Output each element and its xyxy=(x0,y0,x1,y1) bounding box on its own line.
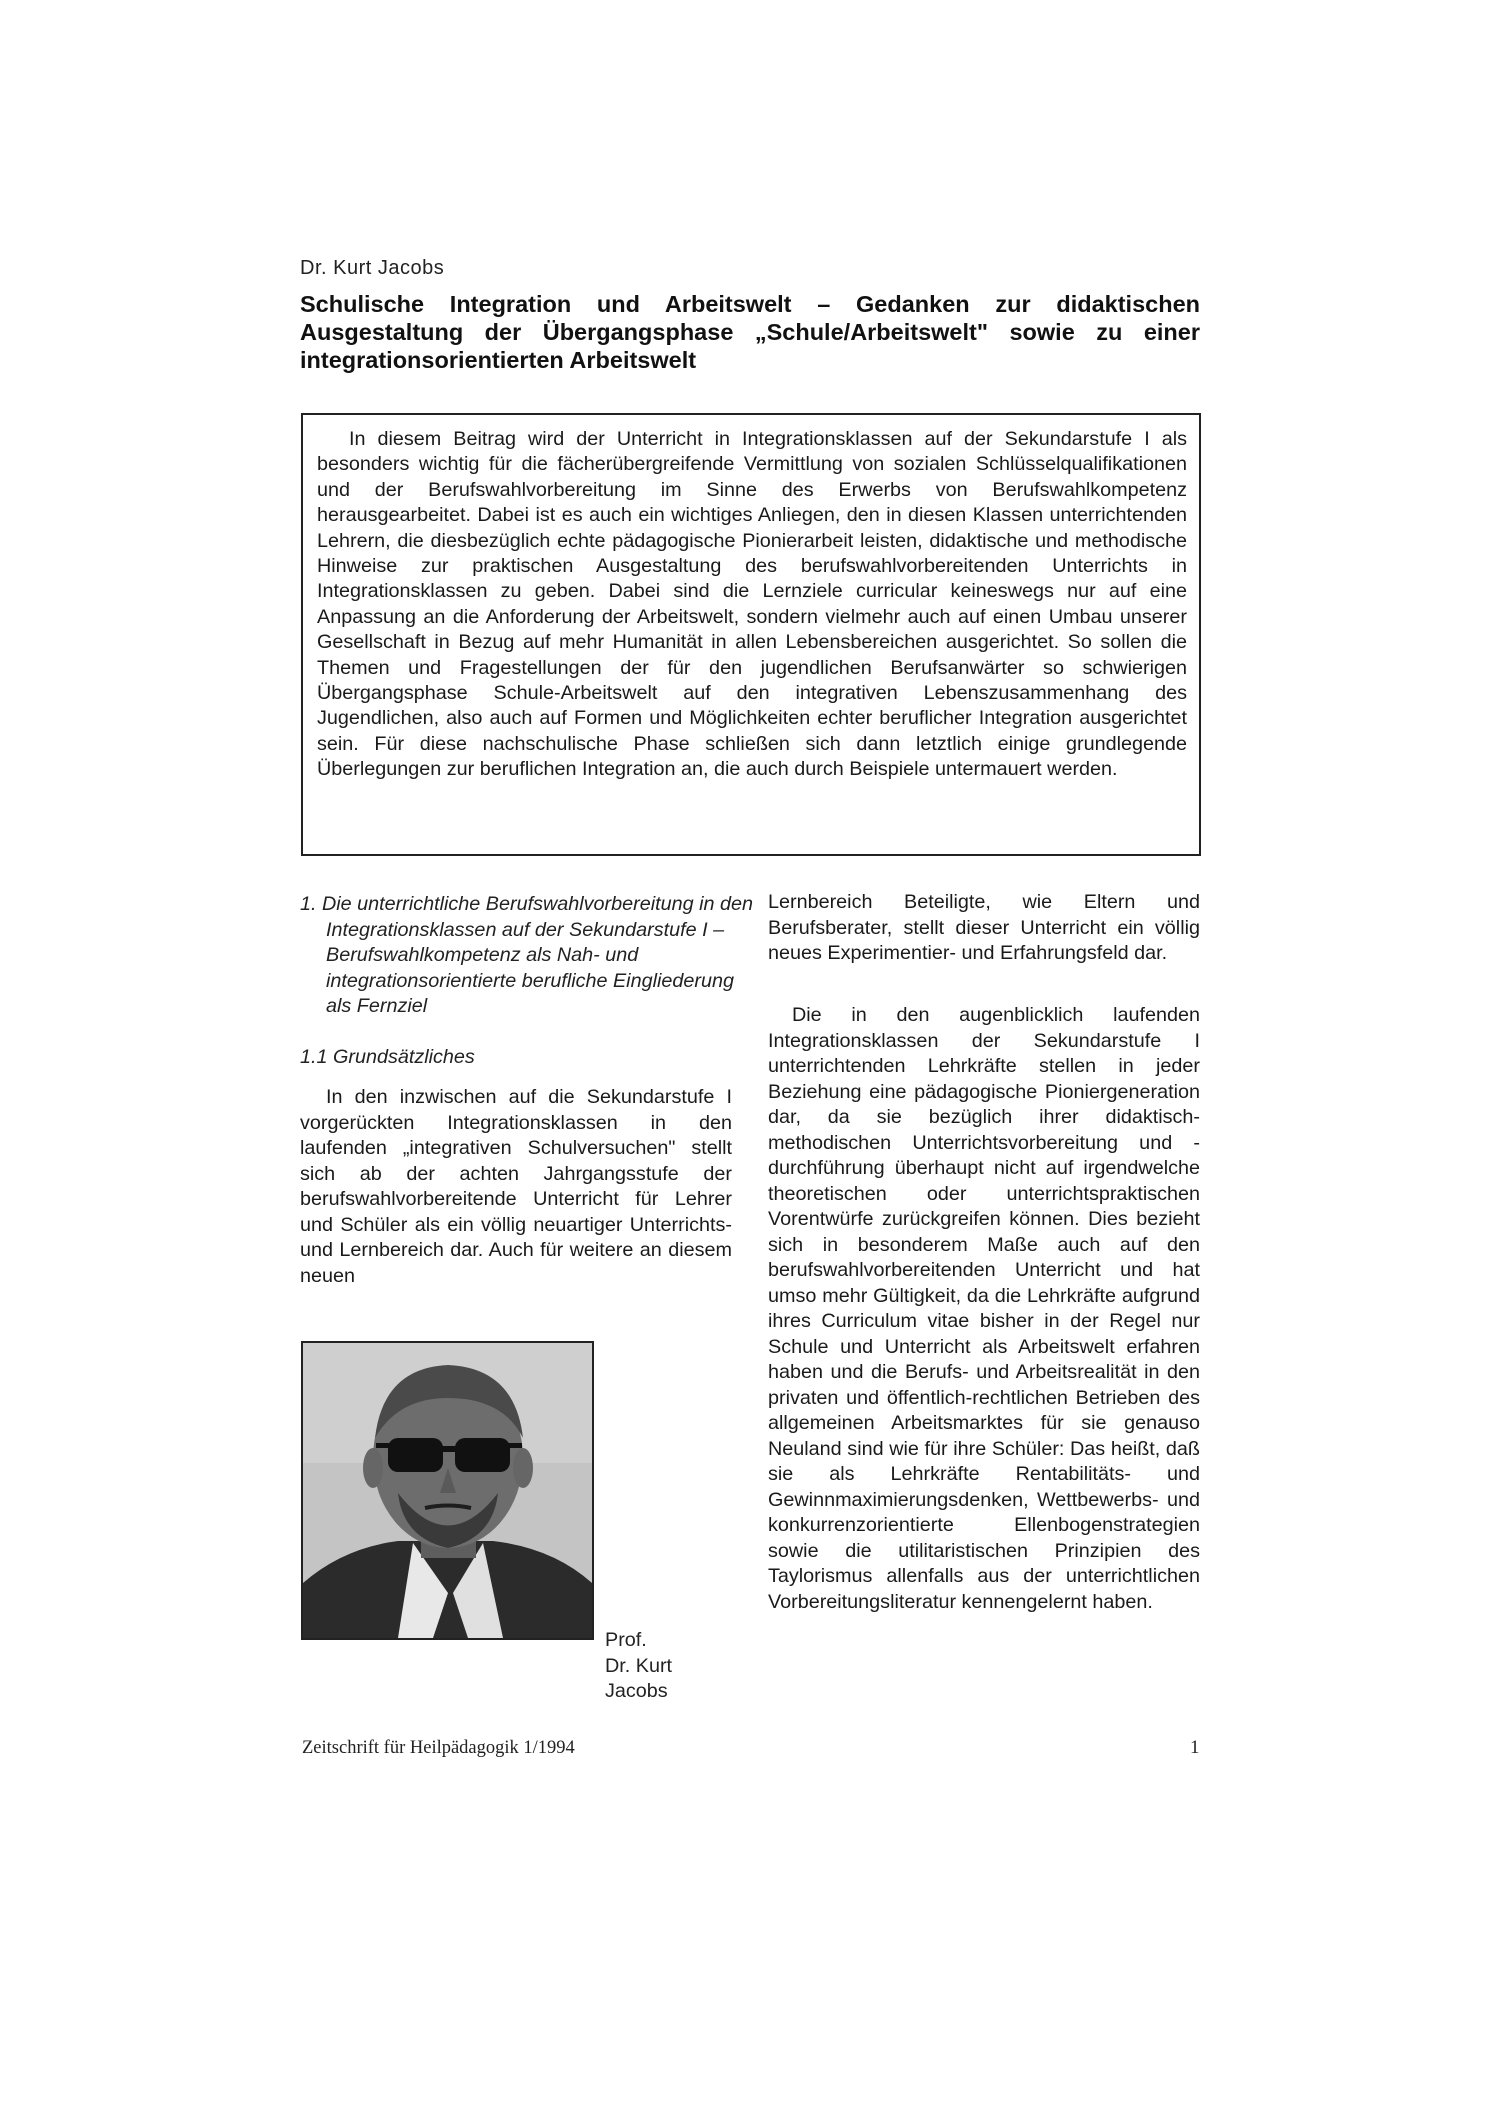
abstract-box xyxy=(301,413,1201,856)
body-paragraph-right-1: Lernbereich Beteiligte, wie Eltern und Berufsberater, stellt dieser Unterricht ein völlig neues Experimentier- und Erfahrungsfeld dar. xyxy=(768,891,1200,964)
body-paragraph-right-2: Die in den augenblicklich laufenden Integrationsklassen der Sekundarstufe I unterrichtenden Lehrkräfte stellen in jeder Beziehung eine pädagogische Pioniergeneration dar, da sie bezüglich ihrer didaktisch-methodischen Unterrichtsvorbereitung und -durchführung überhaupt nicht auf irgendwelche theoretischen oder unterrichtspraktischen Vorentwürfe zurückgreifen können. Dies bezieht sich in besonderem Maße auch auf den berufswahlvorbereitenden Unterricht und hat umso mehr Gültigkeit, da die Lehrkräfte aufgrund ihres Curriculum vitae bisher in der Regel nur Schule und Unterricht als Arbeitswelt erfahren haben und die Berufs- und Arbeitsrealität in den privaten und öffentlich-rechtlichen Betrieben des allgemeinen Arbeitsmarktes für sie genauso Neuland sind wie für ihre Schüler: Das heißt, daß sie als Lehrkräfte Rentabilitäts- und Gewinnmaximierungsdenken, Wettbewerbs- und konkurrenzorientierte Ellenbogenstrategien sowie die utilitaristischen Prinzipien des Taylorismus allenfalls aus der unterrichtlichen Vorbereitungsliteratur kennengelernt haben. xyxy=(768,1004,1200,1613)
author-photo xyxy=(301,1341,594,1640)
caption-line-3: Jacobs xyxy=(605,1680,668,1702)
journal-footer: Zeitschrift für Heilpädagogik 1/1994 xyxy=(302,1738,575,1758)
author-portrait-image xyxy=(303,1343,592,1638)
author-name: Dr. Kurt Jacobs xyxy=(300,257,445,279)
caption-line-1: Prof. xyxy=(605,1629,647,1651)
section-heading: 1. Die unterrichtliche Berufswahlvorbereitung in den Integrationsklassen auf der Sekundarstufe I – Berufswahlkompetenz als Nah- und integrationsorientierte berufliche Eingliederung als Fernziel xyxy=(300,893,754,1017)
abstract-text: In diesem Beitrag wird der Unterricht in Integrationsklassen auf der Sekundarstufe I als besonders wichtig für die fächerübergreifende Vermittlung von sozialen Schlüsselqualifikationen und der Berufswahlvorbereitung im Sinne des Erwerbs von Berufswahlkompetenz herausgearbeitet. Dabei ist es auch ein wichtiges Anliegen, den in diesen Klassen unterrichtenden Lehrern, die diesbezüglich echte pädagogische Pionierarbeit leisten, didaktische und methodische Hinweise zur praktischen Ausgestaltung des berufswahlvorbereitenden Unterrichts in Integrationsklassen zu geben. Dabei sind die Lernziele curricular keineswegs nur auf eine Anpassung an die Anforderung der Arbeitswelt, sondern vielmehr auch auf einen Umbau unserer Gesellschaft in Bezug auf mehr Humanität in allen Lebensbereichen ausgerichtet. So sollen die Themen und Fragestellungen der für den jugendlichen Berufsanwärter so schwierigen Übergangsphase Schule-Arbeitswelt auf den integrativen Lebenszusammenhang des Jugendlichen, also auch auf Formen und Möglichkeiten echter beruflicher Integration ausgerichtet sein. Für diese nachschulische Phase schließen sich dann letztlich einige grundlegende Überlegungen zur beruflichen Integration an, die auch durch Beispiele untermauert werden. xyxy=(317,428,1187,781)
subsection-heading: 1.1 Grundsätzliches xyxy=(300,1046,475,1068)
caption-line-2: Dr. Kurt xyxy=(605,1654,673,1677)
photo-caption xyxy=(605,1628,672,1705)
article-title: Schulische Integration und Arbeitswelt – Gedanken zur didaktischen Ausgestaltung der Übergangsphase „Schule/Arbeitswelt" sowie zu einer integrationsorientierten Arbeitswelt xyxy=(300,291,1200,373)
body-paragraph-left: In den inzwischen auf die Sekundarstufe I vorgerückten Integrationsklassen in den laufenden „integrativen Schulversuchen" stellt sich ab der achten Jahrgangsstufe der berufswahlvorbereitende Unterricht für Lehrer und Schüler als ein völlig neuartiger Unterrichts- und Lernbereich dar. Auch für weitere an diesem neuen xyxy=(300,1086,732,1287)
page-number: 1 xyxy=(1190,1737,1200,1758)
